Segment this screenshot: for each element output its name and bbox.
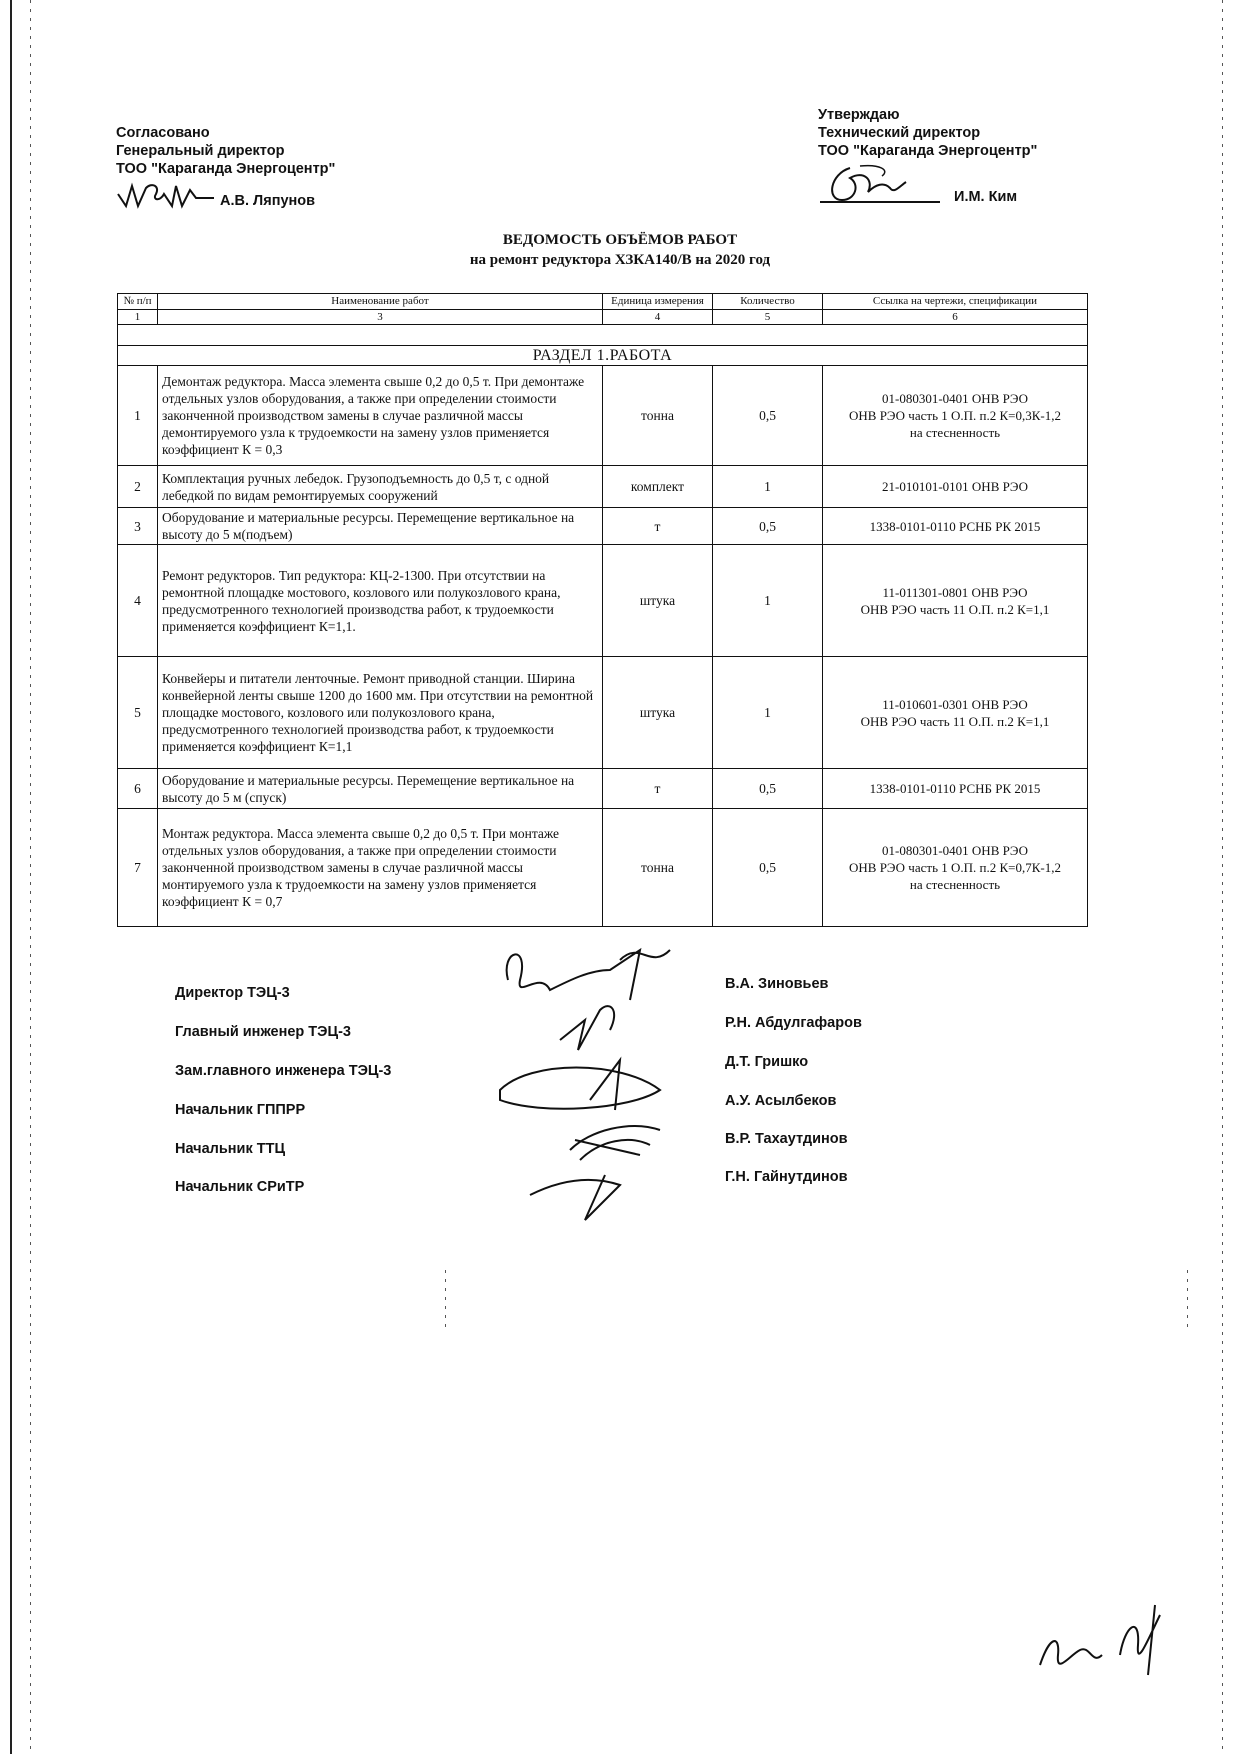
row-reference xyxy=(823,657,1088,769)
header-quantity: Количество xyxy=(713,294,823,310)
section-row xyxy=(118,346,1088,366)
approval-right-company: ТОО "Караганда Энергоцентр" xyxy=(818,143,1038,159)
header-unit: Единица измерения xyxy=(603,294,713,310)
reference-line: ОНВ РЭО часть 11 О.П. п.2 К=1,1 xyxy=(860,601,1050,617)
row-number: 7 xyxy=(118,809,158,927)
approval-right xyxy=(818,106,1037,206)
row-work-name: Комплектация ручных лебедок. Грузоподъемность до 0,5 т, с одной лебедкой по видам ремонтируемых сооружений xyxy=(158,466,603,508)
row-reference xyxy=(823,366,1088,466)
row-number: 1 xyxy=(118,366,158,466)
signer-name: Д.Т. Гришко xyxy=(725,1054,809,1070)
row-work-name: Ремонт редукторов. Тип редуктора: КЦ-2-1300. При отсутствии на ремонтной площадке мостового, козлового или полукозлового крана, предусмотренного технологией производства работ, к трудоемкости применяется коэффициент К=1,1. xyxy=(158,545,603,657)
approval-right-signer: И.М. Ким xyxy=(954,189,1018,205)
column-number: 1 xyxy=(118,310,158,325)
header-row xyxy=(118,294,1088,310)
works-table xyxy=(117,293,1088,927)
approval-right-position: Технический директор xyxy=(818,125,981,141)
row-work-name: Оборудование и материальные ресурсы. Перемещение вертикальное на высоту до 5 м (спуск) xyxy=(158,769,603,809)
column-number: 3 xyxy=(158,310,603,325)
header-number: № п/п xyxy=(118,294,158,310)
spacer-row xyxy=(118,325,1088,346)
row-number: 6 xyxy=(118,769,158,809)
row-reference xyxy=(823,508,1088,545)
signer-position: Начальник ГППРР xyxy=(175,1102,306,1118)
signature-kim xyxy=(820,164,950,206)
reference-line: на стесненность xyxy=(909,425,1001,440)
signer-name: А.У. Асылбеков xyxy=(725,1093,837,1109)
scan-noise xyxy=(1187,1270,1188,1330)
document-title xyxy=(0,230,1240,270)
table-row xyxy=(118,809,1088,927)
row-work-name: Конвейеры и питатели ленточные. Ремонт приводной станции. Ширина конвейерной ленты свыше 1200 до 1600 мм. При отсутствии на ремонтной площадке мостового, козлового или полукозлового крана, предусмотренного технологией производства работ, к трудоемкости применяется коэффициент К=1,1 xyxy=(158,657,603,769)
reference-line: 11-011301-0801 ОНВ РЭО xyxy=(882,584,1028,600)
header-reference: Ссылка на чертежи, спецификации xyxy=(823,294,1088,310)
row-work-name: Монтаж редуктора. Масса элемента свыше 0,2 до 0,5 т. При монтаже отдельных узлов оборудования, а также при определении стоимости законченной производством замены в случае различной массы монтируемого узла к трудоемкости на замену узлов применяется коэффициент К = 0,7 xyxy=(158,809,603,927)
reference-line: на стесненность xyxy=(909,877,1001,892)
row-reference xyxy=(823,809,1088,927)
handwritten-signatures xyxy=(490,940,730,1230)
row-unit: комплект xyxy=(603,466,713,508)
row-unit: т xyxy=(603,508,713,545)
section-title: РАЗДЕЛ 1.РАБОТА xyxy=(118,346,1088,366)
title-line-2: на ремонт редуктора ХЗКА140/В на 2020 год xyxy=(469,252,771,268)
row-quantity: 0,5 xyxy=(713,508,823,545)
reference-line: ОНВ РЭО часть 11 О.П. п.2 К=1,1 xyxy=(860,713,1050,729)
signer-position: Зам.главного инженера ТЭЦ-3 xyxy=(175,1063,392,1079)
column-number: 5 xyxy=(713,310,823,325)
row-quantity: 0,5 xyxy=(713,809,823,927)
scan-noise xyxy=(445,1270,446,1330)
signature-lyapunov xyxy=(116,180,216,210)
row-quantity: 1 xyxy=(713,657,823,769)
reference-line: 01-080301-0401 ОНВ РЭО xyxy=(882,843,1028,858)
row-work-name: Оборудование и материальные ресурсы. Перемещение вертикальное на высоту до 5 м(подъем) xyxy=(158,508,603,545)
reference-line: 21-010101-0101 ОНВ РЭО xyxy=(882,479,1028,494)
page-initials xyxy=(1030,1595,1180,1685)
column-number-row xyxy=(118,310,1088,325)
row-number: 3 xyxy=(118,508,158,545)
signer-position: Начальник ТТЦ xyxy=(175,1141,286,1157)
row-reference xyxy=(823,545,1088,657)
approval-left-agreed: Согласовано xyxy=(116,125,210,141)
row-work-name: Демонтаж редуктора. Масса элемента свыше 0,2 до 0,5 т. При демонтаже отдельных узлов оборудования, а также при определении стоимости законченной производством замены в случае различной массы демонтируемого узла к трудоемкости на замену узлов применяется коэффициент К = 0,3 xyxy=(158,366,603,466)
row-unit: тонна xyxy=(603,366,713,466)
reference-line: ОНВ РЭО часть 1 О.П. п.2 К=0,7К-1,2 xyxy=(849,860,1061,875)
reference-line: 01-080301-0401 ОНВ РЭО xyxy=(882,391,1028,406)
column-number: 4 xyxy=(603,310,713,325)
signer-position: Начальник СРиТР xyxy=(175,1179,305,1195)
table-row xyxy=(118,508,1088,545)
header-name: Наименование работ xyxy=(158,294,603,310)
row-unit: т xyxy=(603,769,713,809)
signer-name: Г.Н. Гайнутдинов xyxy=(725,1169,848,1185)
row-unit: тонна xyxy=(603,809,713,927)
signer-name: Р.Н. Абдулгафаров xyxy=(725,1015,862,1031)
row-unit: штука xyxy=(603,545,713,657)
approval-left xyxy=(116,124,335,210)
approval-left-signer: А.В. Ляпунов xyxy=(220,193,316,209)
approval-right-approve: Утверждаю xyxy=(818,107,900,123)
table-row xyxy=(118,657,1088,769)
row-unit: штука xyxy=(603,657,713,769)
row-reference xyxy=(823,769,1088,809)
row-number: 2 xyxy=(118,466,158,508)
row-quantity: 1 xyxy=(713,545,823,657)
approval-left-company: ТОО "Караганда Энергоцентр" xyxy=(116,161,336,177)
row-number: 4 xyxy=(118,545,158,657)
table-row xyxy=(118,366,1088,466)
signer-name: В.Р. Тахаутдинов xyxy=(725,1131,848,1147)
reference-line: ОНВ РЭО часть 1 О.П. п.2 К=0,3К-1,2 xyxy=(849,408,1061,423)
approval-left-position: Генеральный директор xyxy=(116,143,285,159)
signer-name: В.А. Зиновьев xyxy=(725,976,829,992)
signer-position: Директор ТЭЦ-3 xyxy=(175,985,290,1001)
reference-line: 11-010601-0301 ОНВ РЭО xyxy=(882,696,1028,712)
row-reference xyxy=(823,466,1088,508)
row-quantity: 0,5 xyxy=(713,769,823,809)
reference-line: 1338-0101-0110 РСНБ РК 2015 xyxy=(869,781,1041,796)
row-number: 5 xyxy=(118,657,158,769)
table-row xyxy=(118,466,1088,508)
column-number: 6 xyxy=(823,310,1088,325)
title-line-1: ВЕДОМОСТЬ ОБЪЁМОВ РАБОТ xyxy=(502,232,738,248)
table-row xyxy=(118,545,1088,657)
row-quantity: 0,5 xyxy=(713,366,823,466)
row-quantity: 1 xyxy=(713,466,823,508)
table-row xyxy=(118,769,1088,809)
signer-position: Главный инженер ТЭЦ-3 xyxy=(175,1024,351,1040)
reference-line: 1338-0101-0110 РСНБ РК 2015 xyxy=(869,518,1041,534)
